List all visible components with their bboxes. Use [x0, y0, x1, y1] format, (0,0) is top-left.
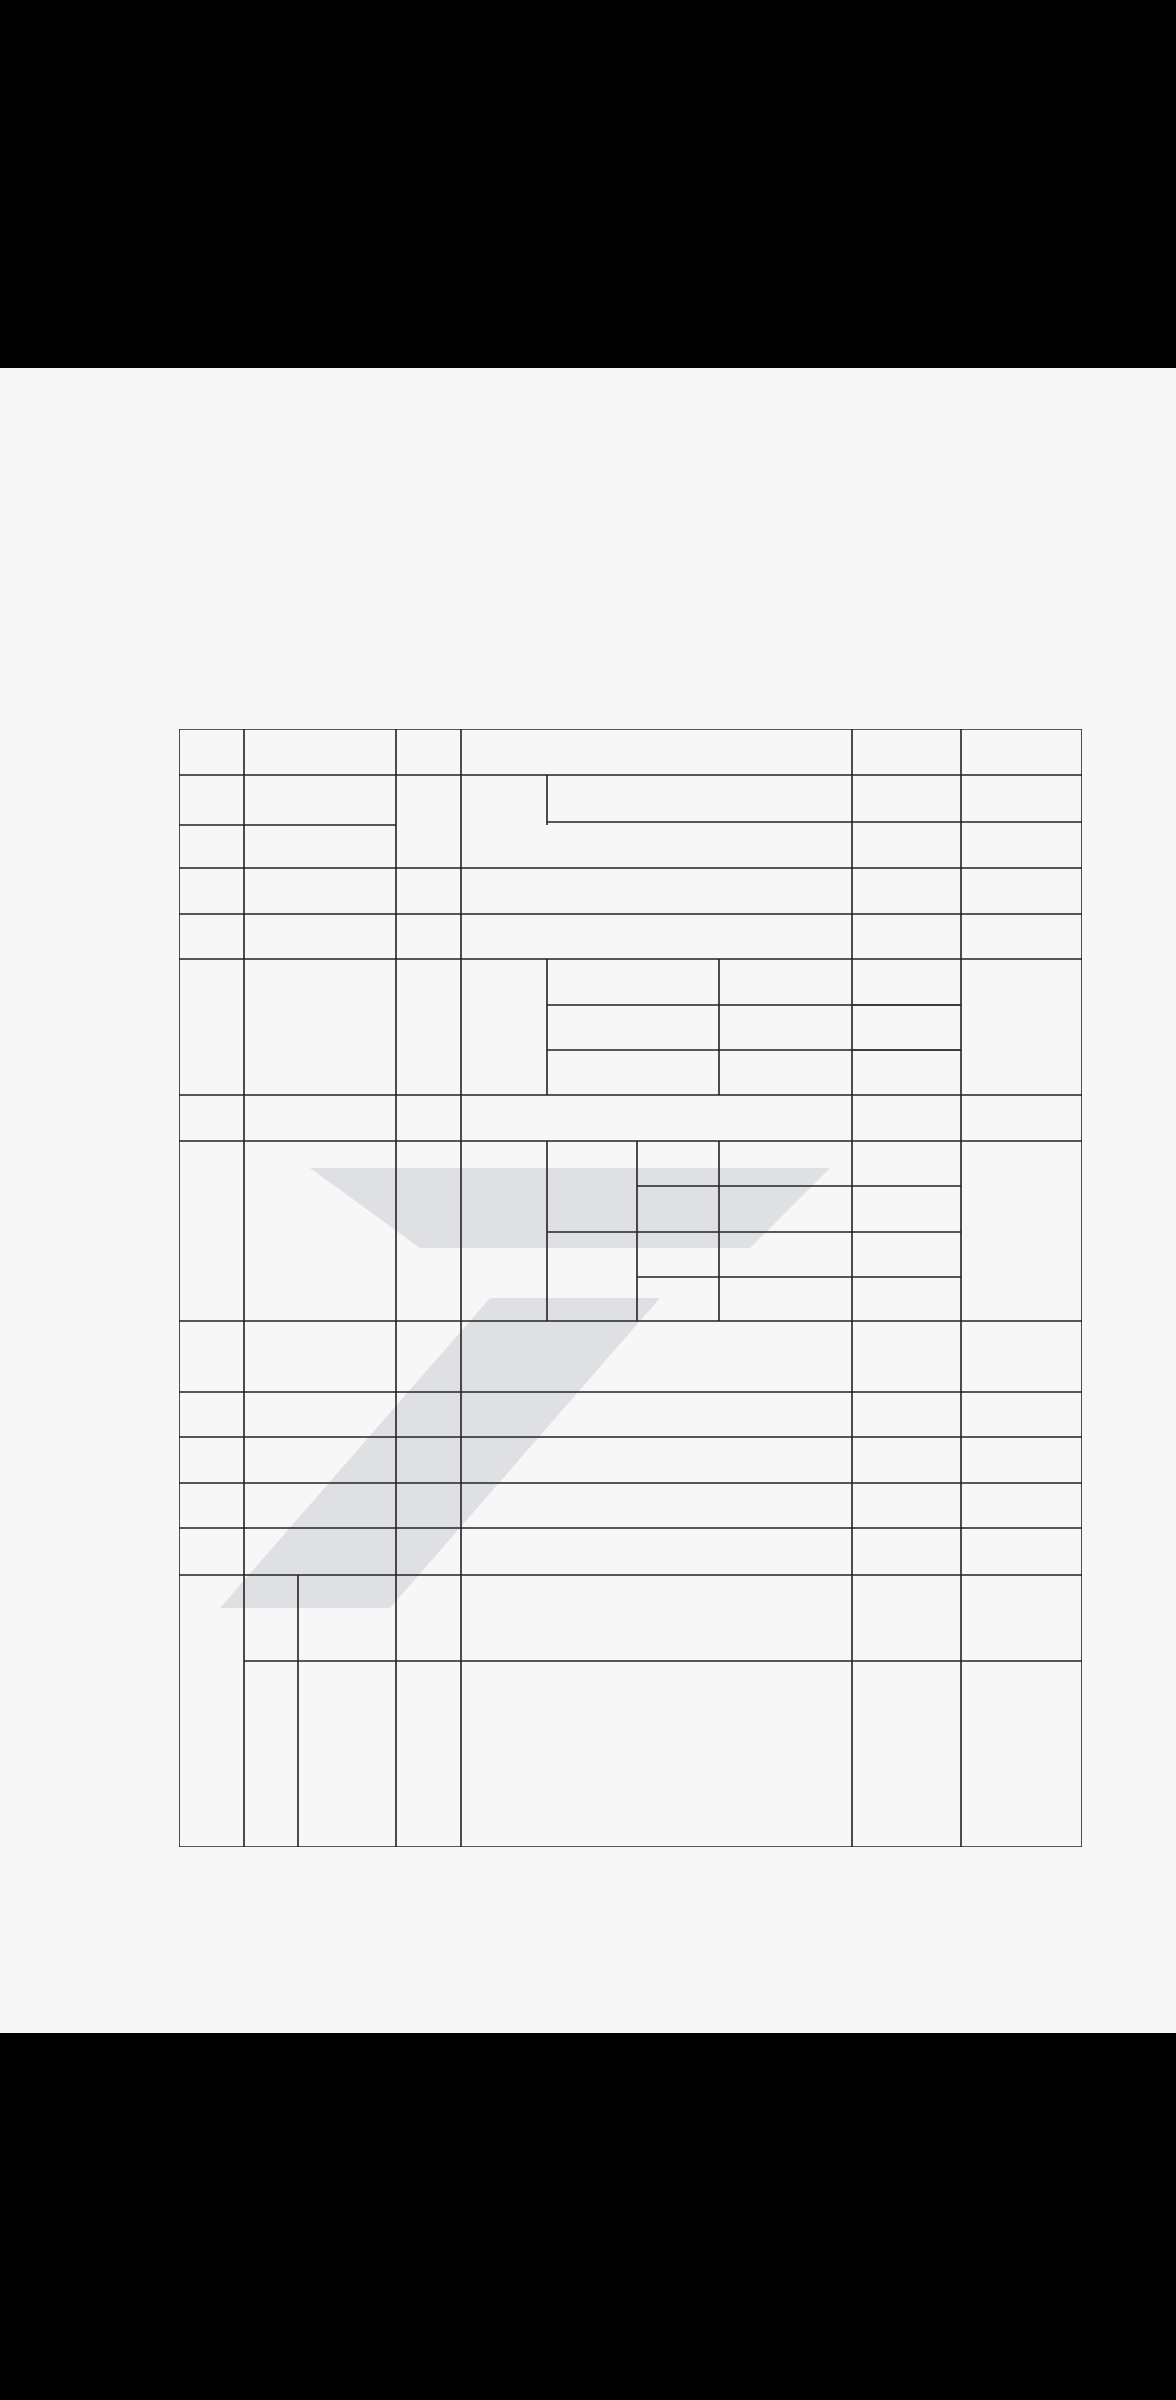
document-page	[0, 368, 1176, 2033]
table-grid	[179, 729, 1082, 1847]
